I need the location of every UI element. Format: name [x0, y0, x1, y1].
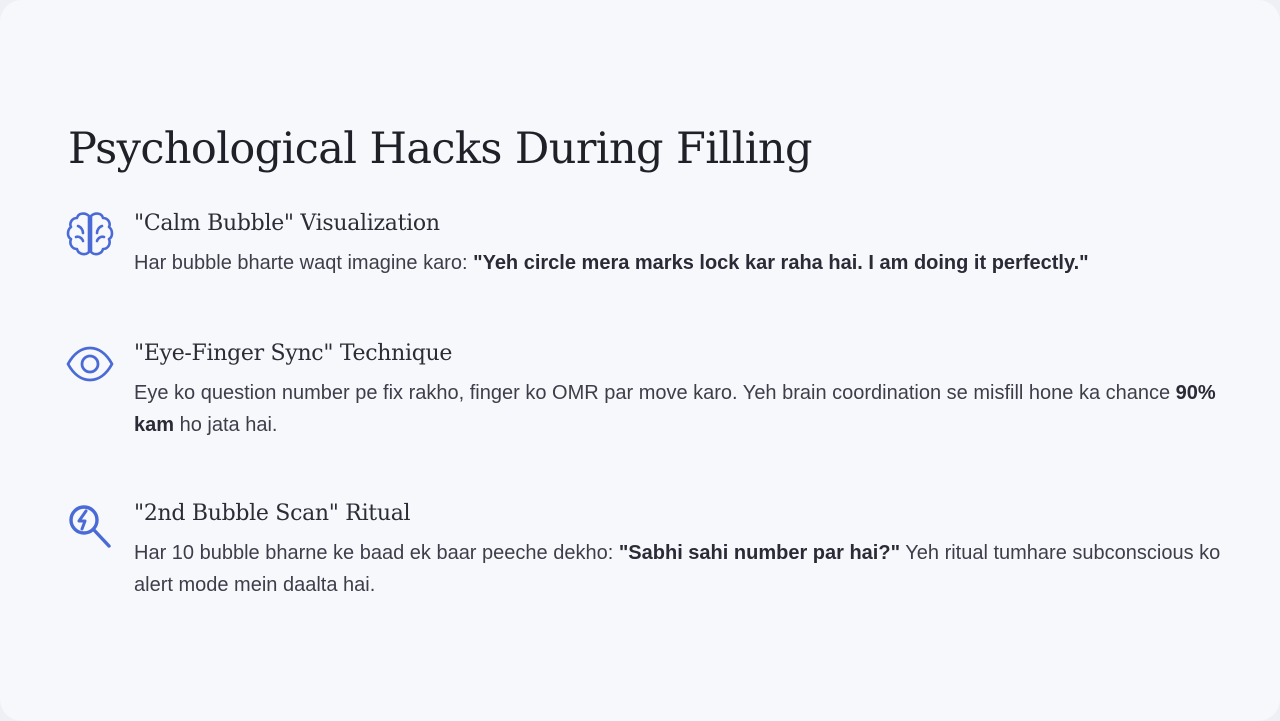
brain-icon	[64, 208, 116, 260]
item-body	[134, 247, 1224, 279]
item-heading: "Eye-Finger Sync" Technique	[134, 341, 453, 366]
page-title: Psychological Hacks During Filling	[68, 124, 812, 174]
item-heading: "Calm Bubble" Visualization	[134, 211, 440, 236]
body-text: Eye ko question number pe fix rakho, finger ko OMR par move karo. Yeh brain coordination se misfill hone ka chance	[134, 382, 1176, 404]
item-body	[134, 537, 1224, 601]
eye-icon	[64, 338, 116, 390]
body-text-end: ho jata hai.	[174, 414, 278, 436]
body-emphasis: "Yeh circle mera marks lock kar raha hai. I am doing it perfectly."	[473, 252, 1089, 274]
body-emphasis: "Sabhi sahi number par hai?"	[618, 542, 901, 564]
body-emphasis: 90% kam	[134, 382, 1216, 436]
body-text: Har 10 bubble bharne ke baad ek baar peeche dekho:	[134, 542, 619, 564]
search-bolt-icon	[64, 500, 116, 552]
body-text-end: Yeh ritual tumhare subconscious ko alert mode mein daalta hai.	[134, 542, 1221, 596]
item-body	[134, 377, 1224, 441]
item-heading: "2nd Bubble Scan" Ritual	[134, 501, 411, 526]
body-text: Har bubble bharte waqt imagine karo:	[134, 252, 474, 274]
